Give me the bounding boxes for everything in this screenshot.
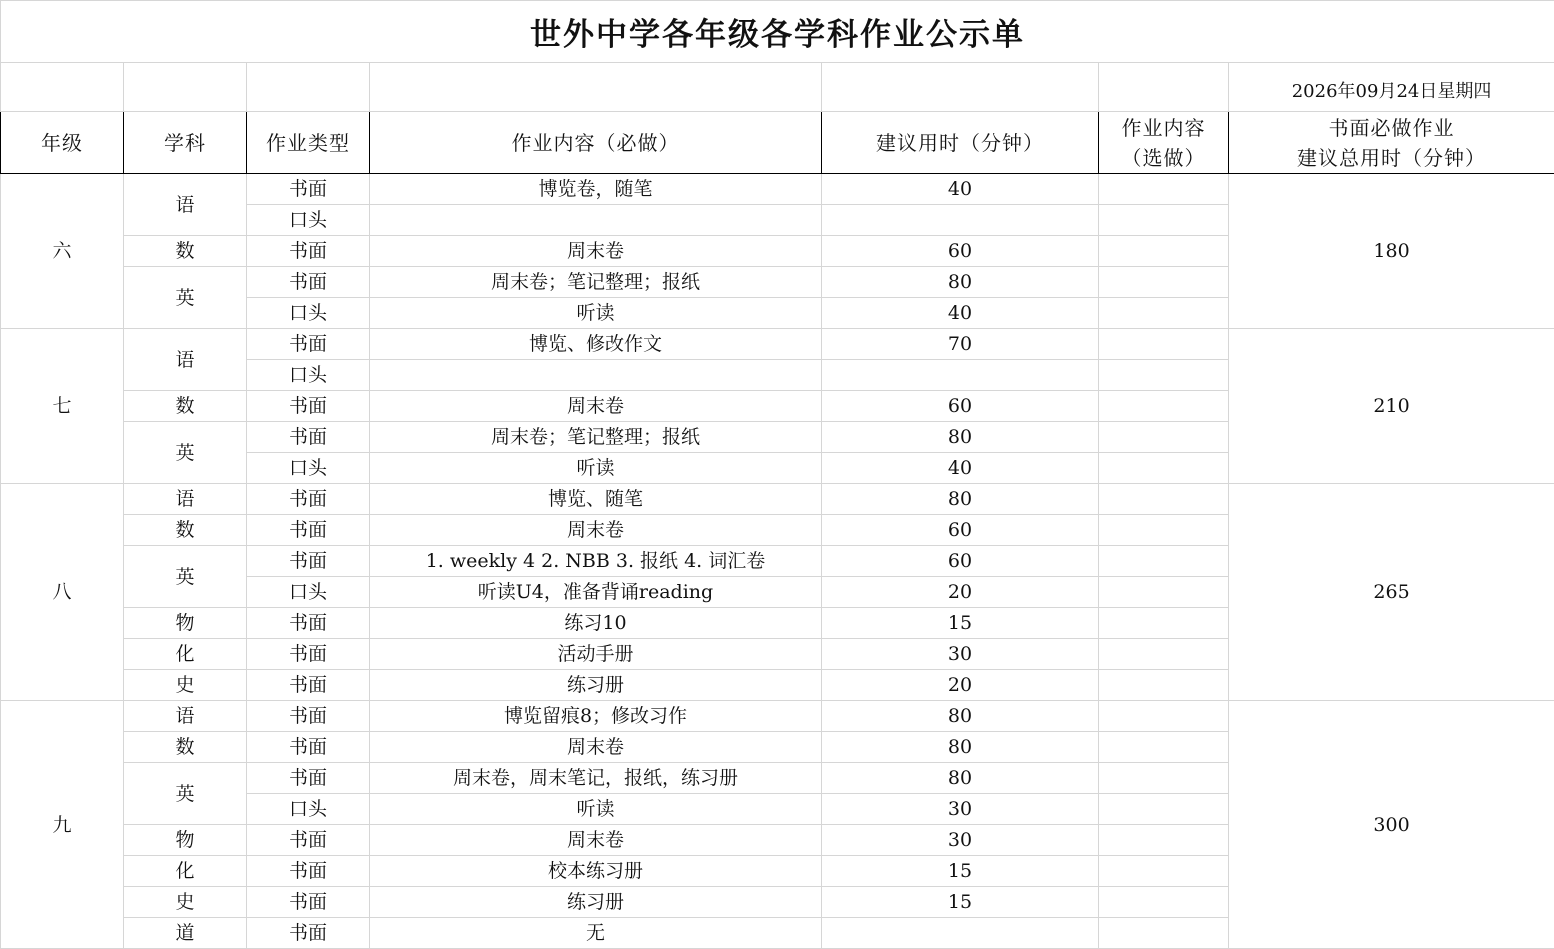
subject-cell: 英 [124,267,247,329]
content-cell [370,360,822,391]
optional-cell [1099,391,1229,422]
optional-cell [1099,360,1229,391]
type-cell: 书面 [247,174,370,205]
optional-cell [1099,205,1229,236]
time-cell: 15 [822,887,1099,918]
header-optional-line1: 作业内容 [1122,116,1206,140]
content-cell: 周末卷 [370,236,822,267]
subject-cell: 物 [124,825,247,856]
grade-cell: 六 [1,174,124,329]
time-cell [822,360,1099,391]
optional-cell [1099,267,1229,298]
blank-cell [822,63,1099,112]
subject-cell: 语 [124,484,247,515]
content-cell: 练习册 [370,670,822,701]
subject-cell: 英 [124,546,247,608]
page-title: 世外中学各年级各学科作业公示单 [1,1,1554,63]
header-optional [1099,112,1229,174]
content-cell: 1. weekly 4 2. NBB 3. 报纸 4. 词汇卷 [370,546,822,577]
time-cell: 20 [822,670,1099,701]
content-cell: 听读 [370,298,822,329]
header-optional-line2: （选做） [1122,146,1206,170]
time-cell: 20 [822,577,1099,608]
header-type: 作业类型 [247,112,370,174]
content-cell: 周末卷；笔记整理；报纸 [370,267,822,298]
optional-cell [1099,918,1229,949]
content-cell: 周末卷，周末笔记，报纸，练习册 [370,763,822,794]
time-cell [822,205,1099,236]
type-cell: 书面 [247,701,370,732]
content-cell: 活动手册 [370,639,822,670]
optional-cell [1099,546,1229,577]
content-cell: 博览、随笔 [370,484,822,515]
subject-cell: 英 [124,763,247,825]
header-time: 建议用时（分钟） [822,112,1099,174]
time-cell: 30 [822,825,1099,856]
subject-cell: 语 [124,329,247,391]
type-cell: 书面 [247,639,370,670]
time-cell: 60 [822,546,1099,577]
optional-cell [1099,608,1229,639]
grade-cell: 八 [1,484,124,701]
subject-cell: 史 [124,887,247,918]
content-cell: 周末卷 [370,515,822,546]
subject-cell: 语 [124,174,247,236]
time-cell: 60 [822,515,1099,546]
header-total-line1: 书面必做作业 [1329,116,1455,140]
type-cell: 书面 [247,391,370,422]
optional-cell [1099,639,1229,670]
header-total [1229,112,1554,174]
time-cell: 15 [822,856,1099,887]
content-cell: 练习10 [370,608,822,639]
optional-cell [1099,577,1229,608]
subject-cell: 道 [124,918,247,949]
subject-cell: 化 [124,856,247,887]
time-cell: 80 [822,763,1099,794]
grade-cell: 七 [1,329,124,484]
type-cell: 口头 [247,794,370,825]
table-row [1,174,1554,205]
header-content: 作业内容（必做） [370,112,822,174]
subject-cell: 语 [124,701,247,732]
time-cell: 60 [822,391,1099,422]
time-cell: 80 [822,701,1099,732]
content-cell: 周末卷 [370,391,822,422]
content-cell: 周末卷 [370,825,822,856]
type-cell: 书面 [247,267,370,298]
type-cell: 书面 [247,422,370,453]
optional-cell [1099,329,1229,360]
type-cell: 书面 [247,825,370,856]
blank-cell [124,63,247,112]
type-cell: 书面 [247,732,370,763]
blank-cell [1,63,124,112]
type-cell: 口头 [247,453,370,484]
content-cell: 周末卷；笔记整理；报纸 [370,422,822,453]
type-cell: 口头 [247,205,370,236]
time-cell: 80 [822,422,1099,453]
optional-cell [1099,484,1229,515]
total-time-cell: 180 [1229,174,1554,329]
content-cell: 博览留痕8；修改习作 [370,701,822,732]
content-cell: 博览卷，随笔 [370,174,822,205]
total-time-cell: 265 [1229,484,1554,701]
time-cell: 15 [822,608,1099,639]
time-cell: 80 [822,267,1099,298]
time-cell: 40 [822,453,1099,484]
type-cell: 书面 [247,887,370,918]
type-cell: 书面 [247,484,370,515]
total-time-cell: 210 [1229,329,1554,484]
time-cell: 40 [822,174,1099,205]
content-cell: 无 [370,918,822,949]
time-cell: 30 [822,639,1099,670]
type-cell: 书面 [247,856,370,887]
type-cell: 口头 [247,298,370,329]
blank-cell [247,63,370,112]
header-grade: 年级 [1,112,124,174]
subject-cell: 史 [124,670,247,701]
type-cell: 书面 [247,670,370,701]
subject-cell: 数 [124,732,247,763]
header-subject: 学科 [124,112,247,174]
optional-cell [1099,298,1229,329]
optional-cell [1099,887,1229,918]
optional-cell [1099,174,1229,205]
type-cell: 书面 [247,763,370,794]
optional-cell [1099,701,1229,732]
time-cell: 30 [822,794,1099,825]
optional-cell [1099,794,1229,825]
time-cell: 70 [822,329,1099,360]
subject-cell: 数 [124,391,247,422]
optional-cell [1099,763,1229,794]
date-label: 2026年09月24日星期四 [1229,63,1554,112]
date-row [1,63,1554,112]
subject-cell: 数 [124,515,247,546]
content-cell: 周末卷 [370,732,822,763]
optional-cell [1099,236,1229,267]
table-row [1,701,1554,732]
total-time-cell: 300 [1229,701,1554,949]
type-cell: 书面 [247,329,370,360]
time-cell: 60 [822,236,1099,267]
optional-cell [1099,422,1229,453]
content-cell: 听读U4，准备背诵reading [370,577,822,608]
subject-cell: 英 [124,422,247,484]
table-row [1,484,1554,515]
optional-cell [1099,453,1229,484]
time-cell: 80 [822,484,1099,515]
blank-cell [370,63,822,112]
optional-cell [1099,856,1229,887]
type-cell: 口头 [247,360,370,391]
content-cell: 练习册 [370,887,822,918]
optional-cell [1099,515,1229,546]
content-cell: 校本练习册 [370,856,822,887]
subject-cell: 物 [124,608,247,639]
type-cell: 书面 [247,546,370,577]
type-cell: 书面 [247,515,370,546]
subject-cell: 化 [124,639,247,670]
table-row [1,329,1554,360]
header-total-line2: 建议总用时（分钟） [1297,146,1486,170]
type-cell: 口头 [247,577,370,608]
blank-cell [1099,63,1229,112]
header-row [1,112,1554,174]
subject-cell: 数 [124,236,247,267]
time-cell: 80 [822,732,1099,763]
type-cell: 书面 [247,608,370,639]
time-cell [822,918,1099,949]
grade-cell: 九 [1,701,124,949]
content-cell: 听读 [370,794,822,825]
optional-cell [1099,825,1229,856]
optional-cell [1099,670,1229,701]
content-cell: 博览、修改作文 [370,329,822,360]
content-cell: 听读 [370,453,822,484]
type-cell: 书面 [247,236,370,267]
content-cell [370,205,822,236]
type-cell: 书面 [247,918,370,949]
optional-cell [1099,732,1229,763]
time-cell: 40 [822,298,1099,329]
